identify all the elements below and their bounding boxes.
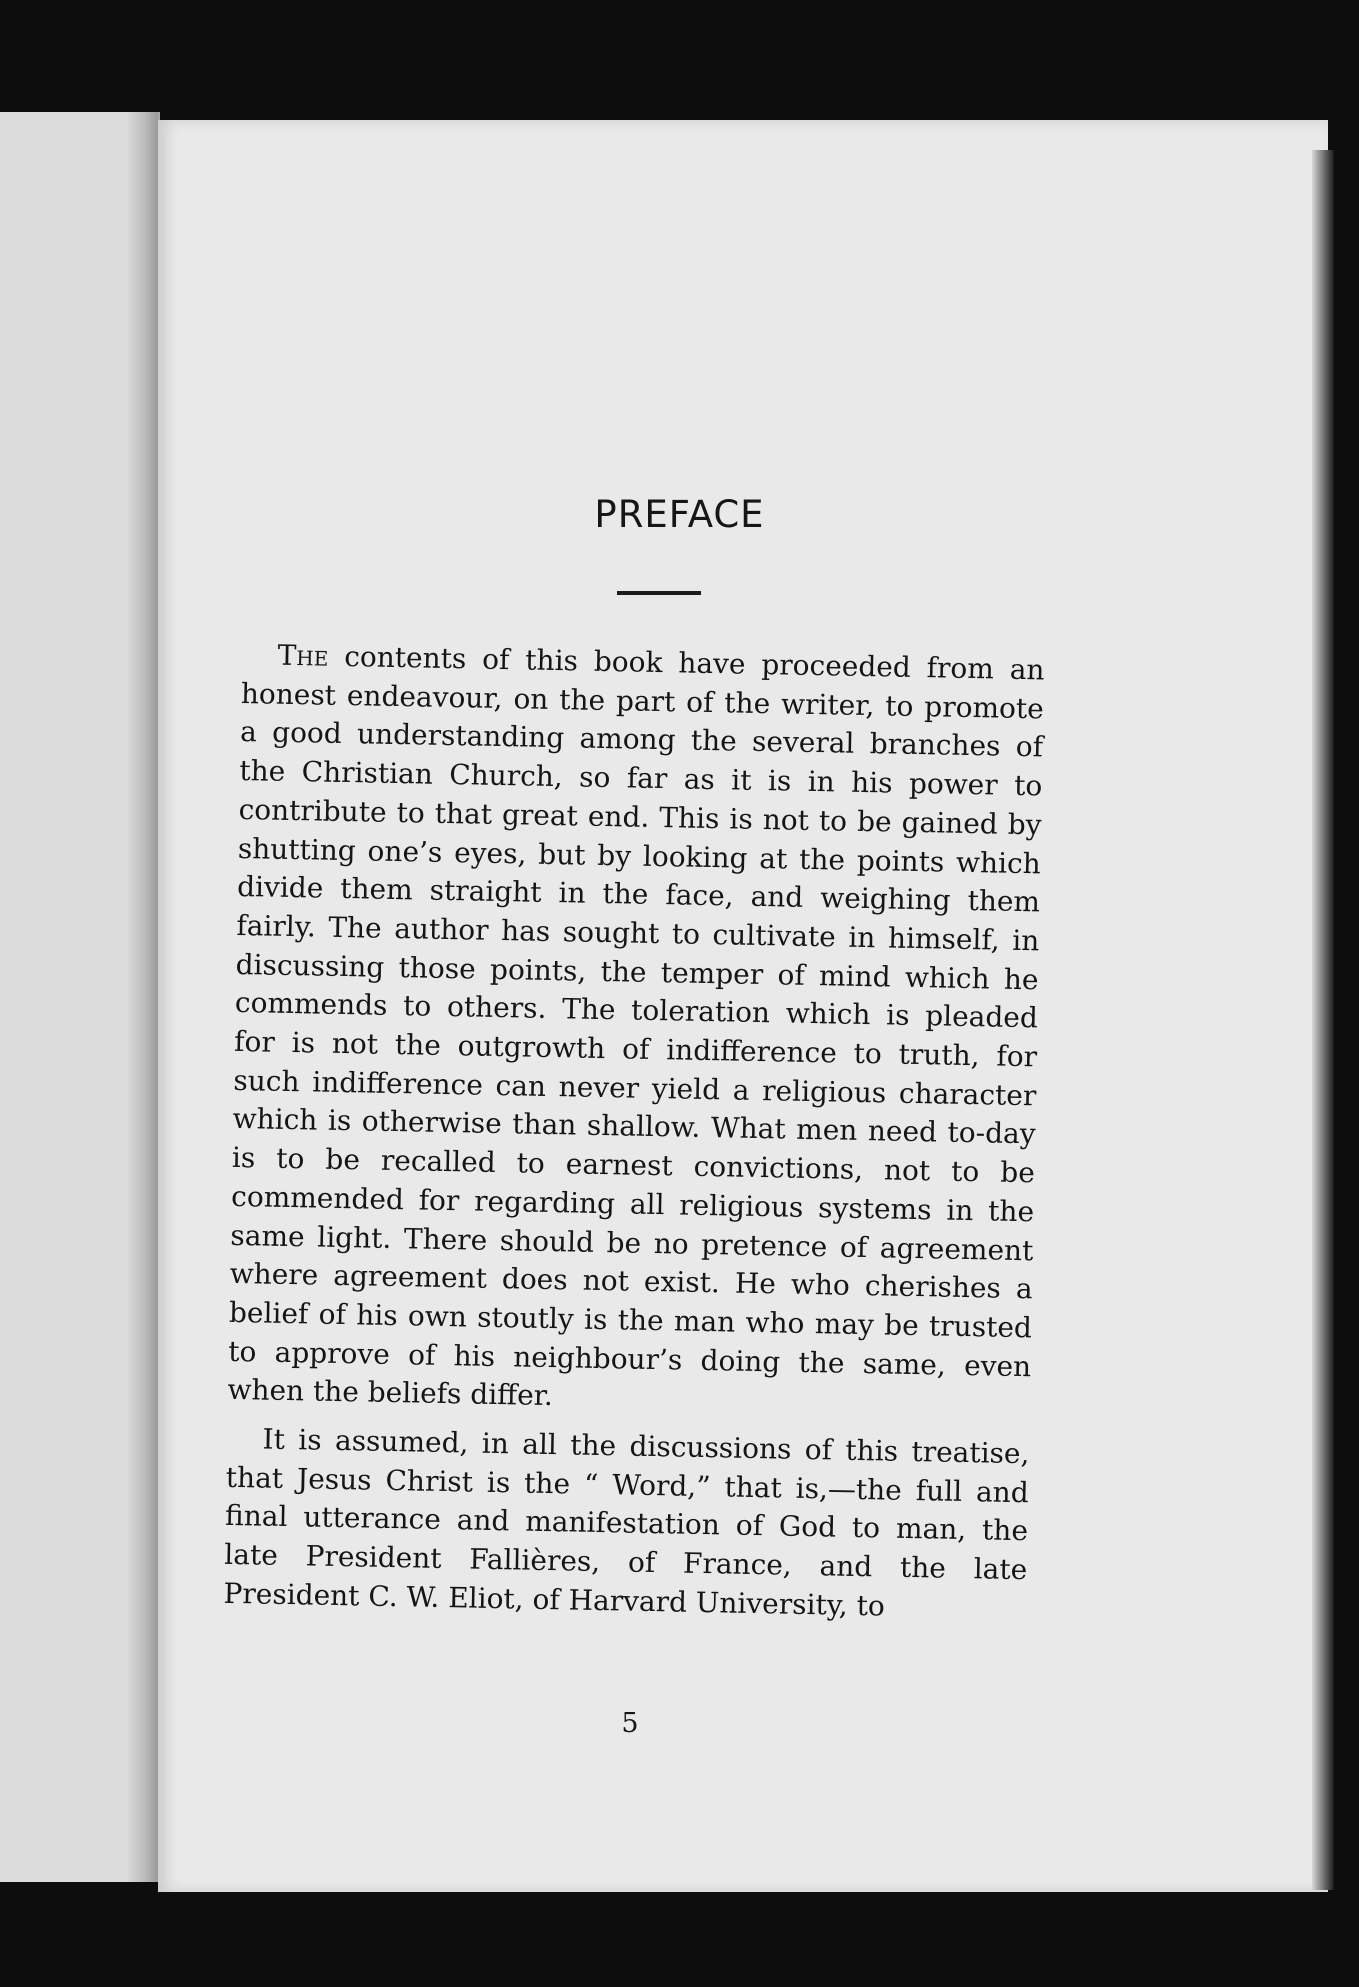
page-edge-shadow bbox=[1312, 150, 1334, 1890]
preface-body bbox=[223, 636, 1045, 1639]
paragraph-text: It is assumed, in all the discussions of this treatise, that Jesus Christ is the “ Word,” that is,—the full and final utterance and manifestation of God to man, the late President Fallières, of France, and the late President C. W. Eliot, of Harvard University, to bbox=[223, 1422, 1030, 1623]
book-gutter bbox=[128, 112, 158, 1882]
paragraph-2 bbox=[223, 1420, 1030, 1629]
paragraph-lead: The bbox=[277, 638, 329, 673]
paragraph-text: contents of this book have proceeded from an honest endeavour, on the part of the writer, to promote a good understanding among the several branches of the Christian Church, so far as it is in his power to contribute to that great end. This is not to be gained by shutting one’s eyes, but by looking at the points which divide them straight in the face, and weighing them fairly. The author has sought to cultivate in himself, in discussing those points, the temper of mind which he commends to others. The toleration which is pleaded for is not the outgrowth of indifference to truth, for such indifference can never yield a religious character which is otherwise than shallow. What men need to-day is to be recalled to earnest convictions, not to be commended for regarding all religious systems in the same light. There should be no pretence of agreement where agreement does not exist. He who cherishes a belief of his own stoutly is the man who may be trusted to approve of his neighbour’s doing the same, even when the beliefs differ. bbox=[227, 639, 1045, 1413]
paragraph-1 bbox=[227, 636, 1045, 1425]
page-number: 5 bbox=[621, 1708, 639, 1739]
page-title: PREFACE bbox=[594, 493, 765, 536]
title-rule bbox=[617, 591, 701, 595]
